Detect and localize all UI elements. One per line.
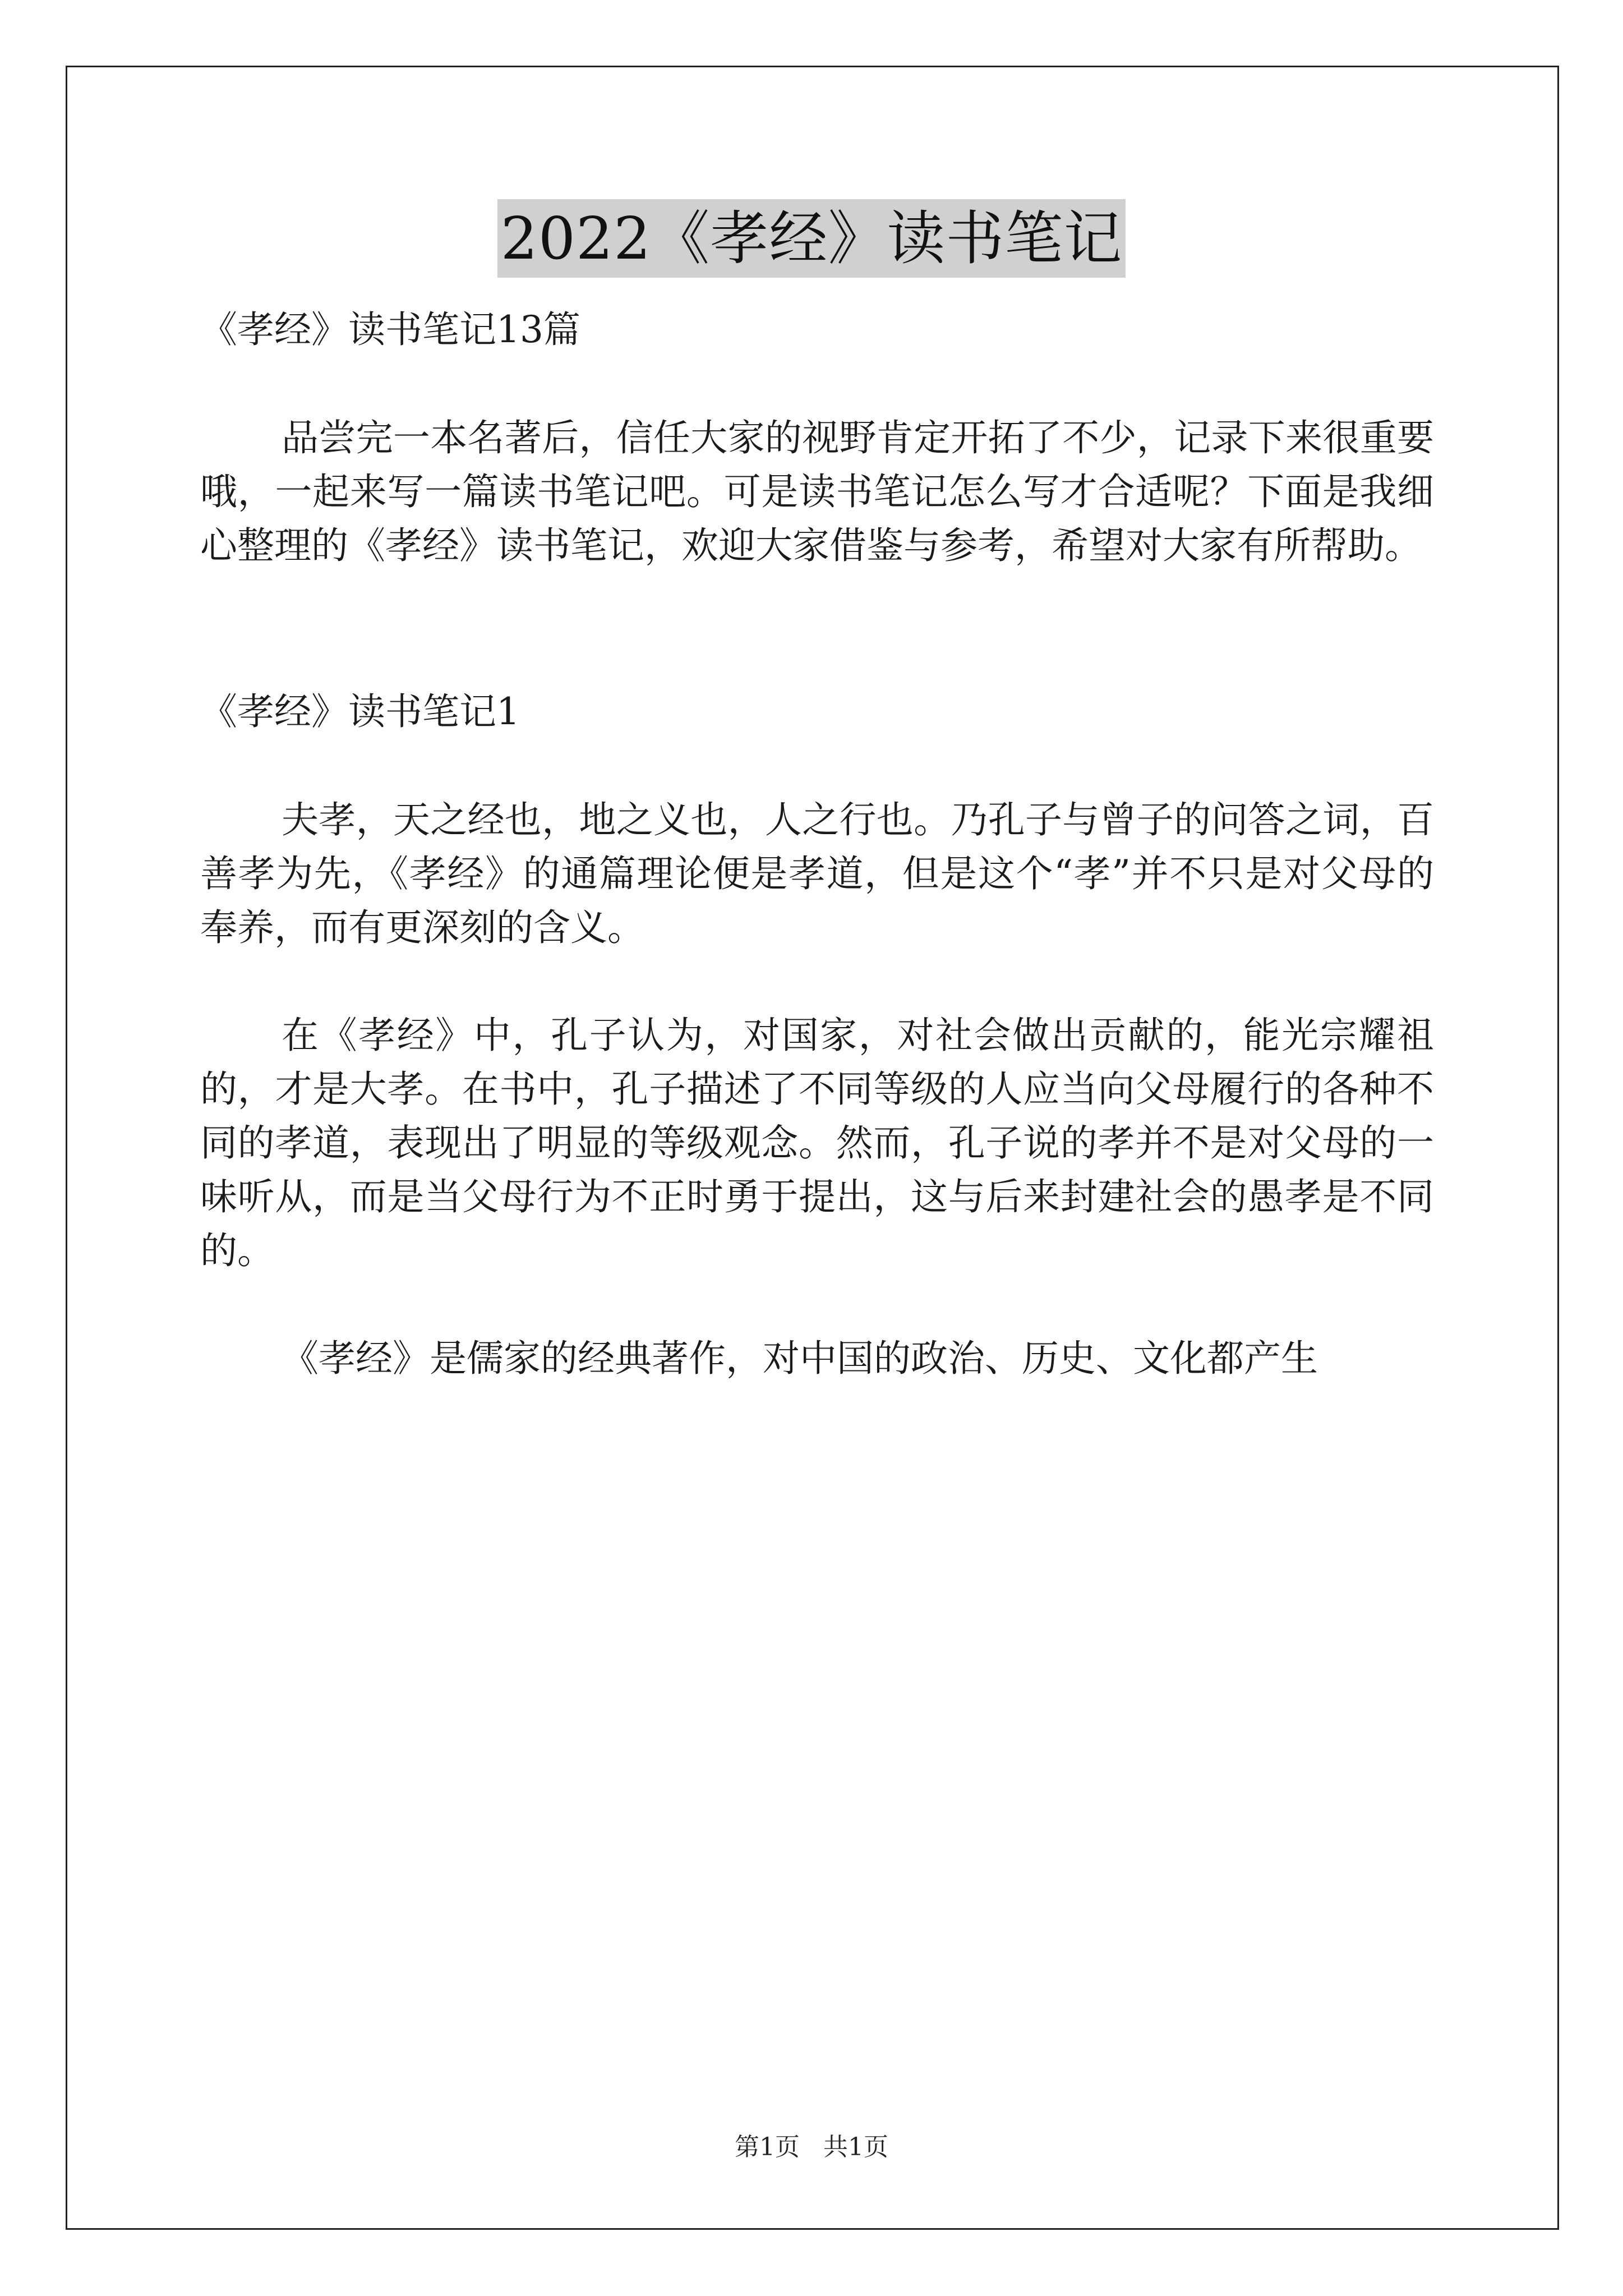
document-subtitle: 《孝经》读书笔记13篇 xyxy=(200,308,580,351)
page-footer: 第1页 共1页 xyxy=(735,2133,888,2161)
document-body xyxy=(200,303,1434,1386)
title-container xyxy=(0,199,1623,278)
body-paragraph-3: 《孝经》是儒家的经典著作，对中国的政治、历史、文化都产生 xyxy=(282,1337,1318,1380)
body-paragraph-1: 夫孝，天之经也，地之义也，人之行也。乃孔子与曾子的问答之词，百善孝为先，《孝经》的通篇理论便是孝道，但是这个“孝”并不只是对父母的奉养，而有更深刻的含义。 xyxy=(200,798,1434,949)
body-paragraph-2: 在《孝经》中，孔子认为，对国家，对社会做出贡献的，能光宗耀祖的，才是大孝。在书中，孔子描述了不同等级的人应当向父母履行的各种不同的孝道，表现出了明显的等级观念。然而，孔子说的孝并不是对父母的一味听从，而是当父母行为不正时勇于提出，这与后来封建社会的愚孝是不同的。 xyxy=(200,1014,1434,1272)
document-title: 2022《孝经》读书笔记 xyxy=(497,199,1126,278)
intro-paragraph: 品尝完一本名著后，信任大家的视野肯定开拓了不少，记录下来很重要哦，一起来写一篇读书笔记吧。可是读书笔记怎么写才合适呢？下面是我细心整理的《孝经》读书笔记，欢迎大家借鉴与参考，希望对大家有所帮助。 xyxy=(200,416,1434,567)
section-heading: 《孝经》读书笔记1 xyxy=(200,690,520,733)
